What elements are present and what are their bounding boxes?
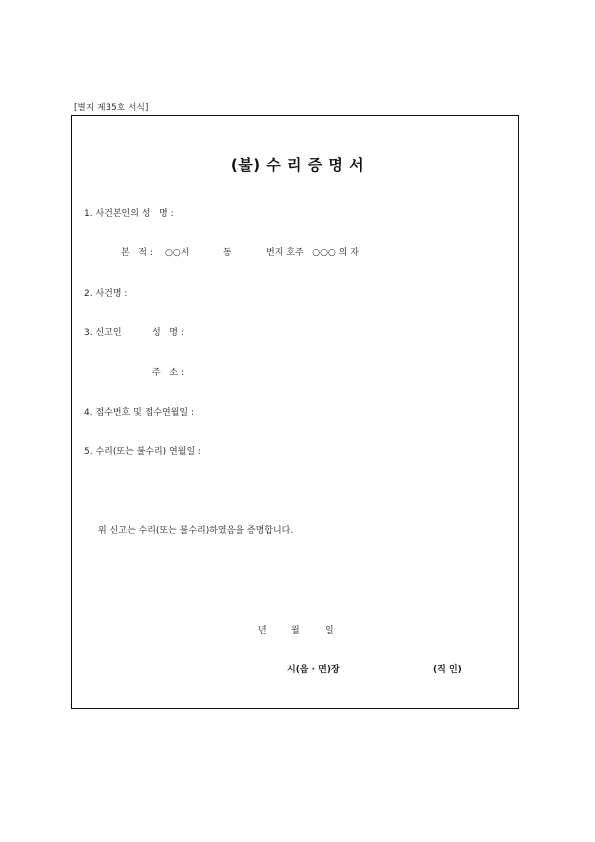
official-seal-label: (직 인) (433, 665, 462, 675)
item1-label: 1. 사건본인의 성 명 : (84, 209, 174, 219)
item3-name-label: 성 명 : (152, 328, 184, 338)
date-day: 일 (325, 626, 334, 636)
domicile-rest: 번지 호주 ○○○ 의 자 (266, 248, 359, 258)
item5-label: 5. 수리(또는 불수리) 연월일 : (84, 447, 202, 457)
item3-label: 3. 신고인 (84, 328, 122, 338)
item4-label: 4. 접수번호 및 접수연월일 : (84, 408, 195, 418)
form-number: [별지 제35호 서식] (74, 103, 149, 113)
date-month: 월 (291, 626, 300, 636)
certification-statement: 위 신고는 수리(또는 불수리)하였음을 증명합니다. (98, 526, 294, 536)
item3-address-label: 주 소 : (152, 368, 184, 378)
domicile-label: 본 적 : (121, 248, 153, 258)
domicile-dong: 동 (223, 248, 232, 258)
document-title: (불) 수 리 증 명 서 (230, 156, 365, 174)
date-year: 년 (258, 626, 267, 636)
domicile-city: ○○시 (165, 248, 190, 258)
issuing-authority: 시(읍 · 면)장 (287, 665, 340, 675)
item2-label: 2. 사건명 : (84, 289, 128, 299)
